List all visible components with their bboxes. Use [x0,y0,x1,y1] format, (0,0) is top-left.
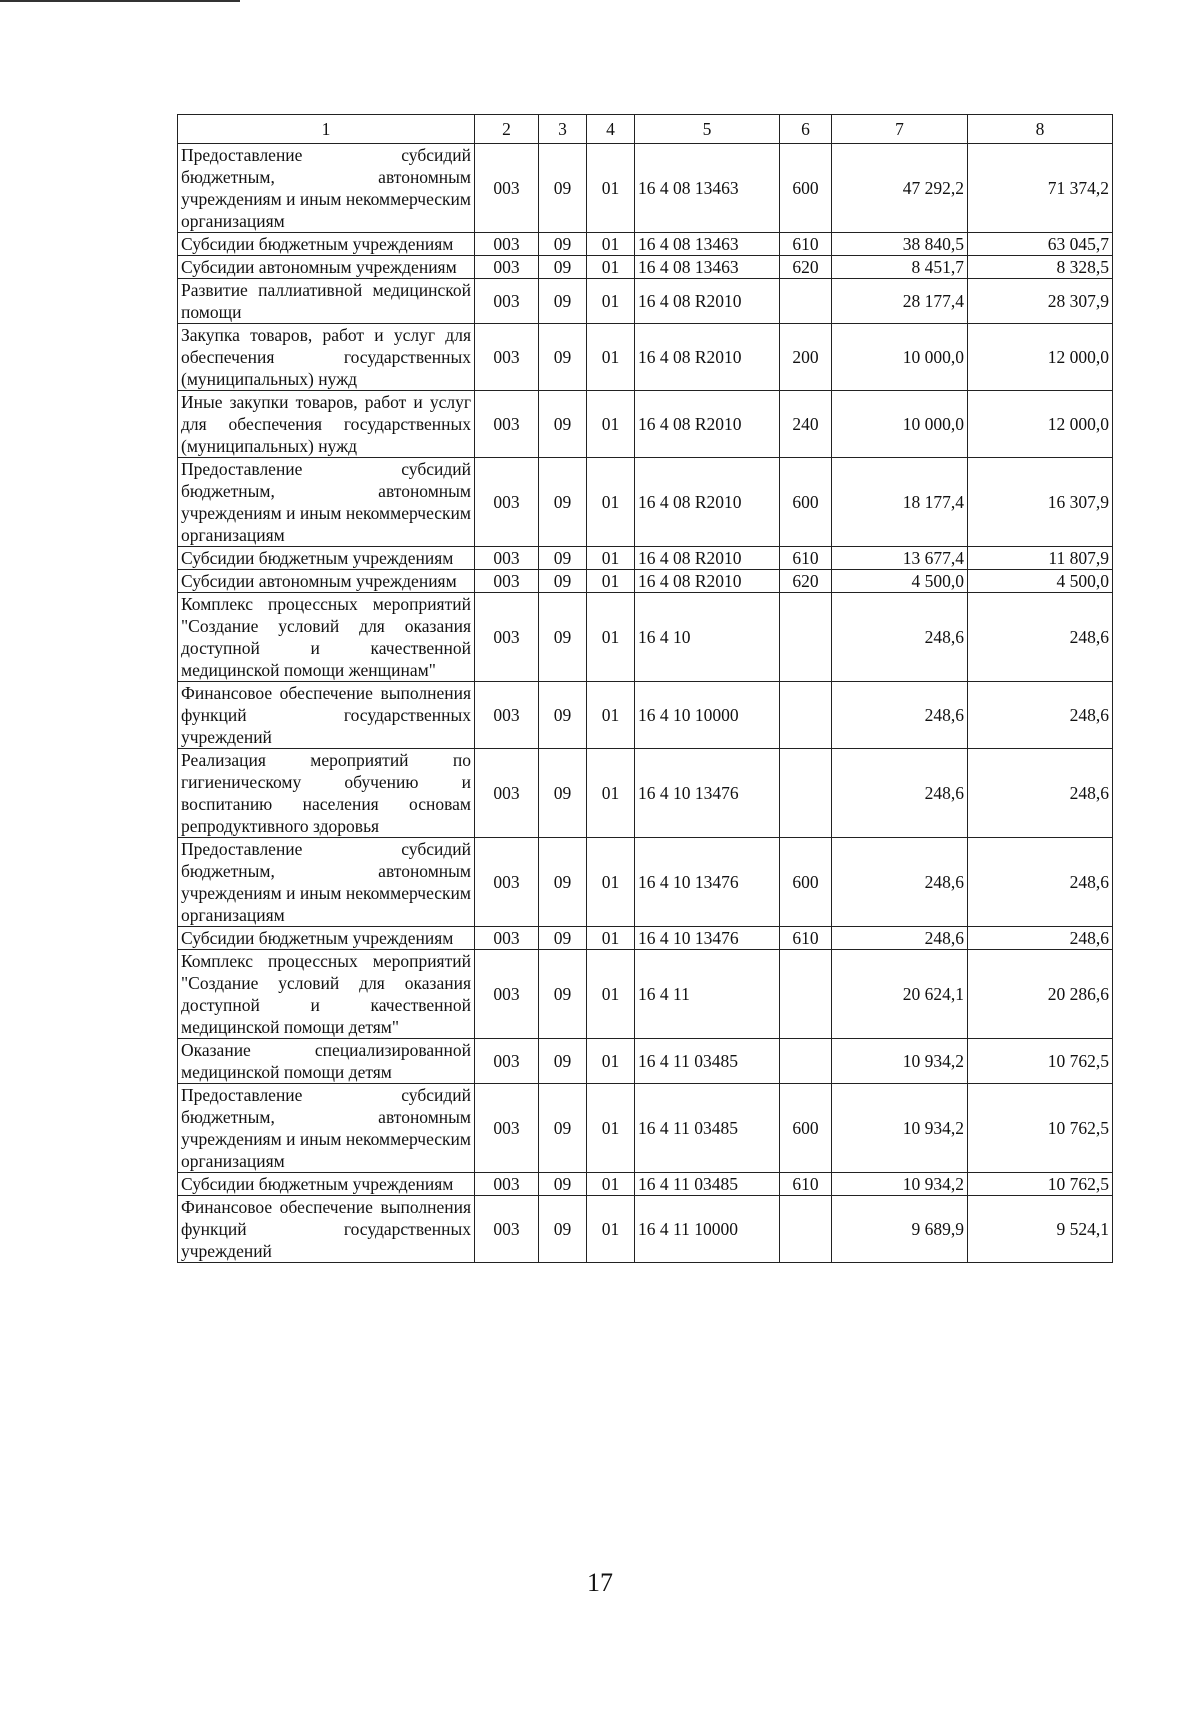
ministry-code-cell: 003 [475,391,539,458]
section-code-cell: 09 [539,1196,587,1263]
expense-type-code-cell: 620 [780,570,832,593]
row-name-cell: Комплекс процессных мероприятий "Создание условий для оказания доступной и качественной медицинской помощи женщинам" [178,593,475,682]
row-name-cell: Предоставление субсидий бюджетным, автономным учреждениям и иным некоммерческим организациям [178,838,475,927]
table-row [178,324,1113,391]
section-code-cell: 09 [539,749,587,838]
subsection-code-cell: 01 [587,144,635,233]
amount-year1-cell: 18 177,4 [832,458,968,547]
section-code-cell: 09 [539,927,587,950]
row-name-cell: Финансовое обеспечение выполнения функций государственных учреждений [178,1196,475,1263]
amount-year1-cell: 20 624,1 [832,950,968,1039]
budget-table [177,114,1113,1263]
expense-type-code-cell: 610 [780,927,832,950]
row-name-cell: Субсидии бюджетным учреждениям [178,1173,475,1196]
row-name-cell: Субсидии автономным учреждениям [178,256,475,279]
expense-type-code-cell [780,279,832,324]
ministry-code-cell: 003 [475,1196,539,1263]
table-row [178,279,1113,324]
amount-year1-cell: 10 000,0 [832,391,968,458]
table-row [178,1039,1113,1084]
expense-type-code-cell: 240 [780,391,832,458]
amount-year2-cell: 71 374,2 [968,144,1113,233]
target-item-code-cell: 16 4 08 R2010 [635,458,780,547]
subsection-code-cell: 01 [587,1196,635,1263]
ministry-code-cell: 003 [475,547,539,570]
section-code-cell: 09 [539,391,587,458]
subsection-code-cell: 01 [587,256,635,279]
expense-type-code-cell [780,682,832,749]
ministry-code-cell: 003 [475,256,539,279]
target-item-code-cell: 16 4 10 13476 [635,838,780,927]
table-row [178,1196,1113,1263]
section-code-cell: 09 [539,682,587,749]
amount-year1-cell: 13 677,4 [832,547,968,570]
expense-type-code-cell: 600 [780,838,832,927]
section-code-cell: 09 [539,324,587,391]
amount-year2-cell: 248,6 [968,927,1113,950]
amount-year2-cell: 10 762,5 [968,1173,1113,1196]
target-item-code-cell: 16 4 11 03485 [635,1084,780,1173]
row-name-cell: Иные закупки товаров, работ и услуг для обеспечения государственных (муниципальных) нужд [178,391,475,458]
ministry-code-cell: 003 [475,950,539,1039]
table-body [178,144,1113,1263]
section-code-cell: 09 [539,256,587,279]
ministry-code-cell: 003 [475,1084,539,1173]
row-name-cell: Оказание специализированной медицинской помощи детям [178,1039,475,1084]
amount-year2-cell: 28 307,9 [968,279,1113,324]
subsection-code-cell: 01 [587,570,635,593]
table-row [178,570,1113,593]
target-item-code-cell: 16 4 08 R2010 [635,279,780,324]
table-row [178,391,1113,458]
section-code-cell: 09 [539,950,587,1039]
subsection-code-cell: 01 [587,682,635,749]
target-item-code-cell: 16 4 11 03485 [635,1039,780,1084]
ministry-code-cell: 003 [475,324,539,391]
column-header: 3 [539,115,587,144]
amount-year1-cell: 10 000,0 [832,324,968,391]
table-row [178,838,1113,927]
row-name-cell: Реализация мероприятий по гигиеническому обучению и воспитанию населения основам репродуктивного здоровья [178,749,475,838]
target-item-code-cell: 16 4 08 R2010 [635,570,780,593]
amount-year1-cell: 10 934,2 [832,1084,968,1173]
expense-type-code-cell [780,950,832,1039]
amount-year2-cell: 12 000,0 [968,324,1113,391]
section-code-cell: 09 [539,1173,587,1196]
row-name-cell: Комплекс процессных мероприятий "Создание условий для оказания доступной и качественной медицинской помощи детям" [178,950,475,1039]
amount-year2-cell: 9 524,1 [968,1196,1113,1263]
amount-year2-cell: 20 286,6 [968,950,1113,1039]
subsection-code-cell: 01 [587,547,635,570]
subsection-code-cell: 01 [587,927,635,950]
target-item-code-cell: 16 4 08 13463 [635,144,780,233]
section-code-cell: 09 [539,144,587,233]
expense-type-code-cell [780,749,832,838]
expense-type-code-cell: 200 [780,324,832,391]
amount-year2-cell: 8 328,5 [968,256,1113,279]
row-name-cell: Субсидии автономным учреждениям [178,570,475,593]
amount-year1-cell: 248,6 [832,749,968,838]
subsection-code-cell: 01 [587,279,635,324]
target-item-code-cell: 16 4 08 R2010 [635,391,780,458]
amount-year1-cell: 38 840,5 [832,233,968,256]
table-row [178,1173,1113,1196]
amount-year1-cell: 248,6 [832,682,968,749]
ministry-code-cell: 003 [475,749,539,838]
target-item-code-cell: 16 4 10 10000 [635,682,780,749]
ministry-code-cell: 003 [475,570,539,593]
section-code-cell: 09 [539,279,587,324]
expense-type-code-cell: 610 [780,547,832,570]
subsection-code-cell: 01 [587,1039,635,1084]
subsection-code-cell: 01 [587,391,635,458]
target-item-code-cell: 16 4 11 10000 [635,1196,780,1263]
column-header: 1 [178,115,475,144]
expense-type-code-cell [780,1196,832,1263]
row-name-cell: Закупка товаров, работ и услуг для обеспечения государственных (муниципальных) нужд [178,324,475,391]
section-code-cell: 09 [539,838,587,927]
amount-year2-cell: 11 807,9 [968,547,1113,570]
subsection-code-cell: 01 [587,950,635,1039]
column-header: 4 [587,115,635,144]
subsection-code-cell: 01 [587,838,635,927]
amount-year1-cell: 4 500,0 [832,570,968,593]
amount-year2-cell: 12 000,0 [968,391,1113,458]
target-item-code-cell: 16 4 08 R2010 [635,547,780,570]
ministry-code-cell: 003 [475,1173,539,1196]
ministry-code-cell: 003 [475,458,539,547]
subsection-code-cell: 01 [587,324,635,391]
ministry-code-cell: 003 [475,144,539,233]
table-row [178,950,1113,1039]
row-name-cell: Субсидии бюджетным учреждениям [178,233,475,256]
target-item-code-cell: 16 4 11 03485 [635,1173,780,1196]
amount-year2-cell: 63 045,7 [968,233,1113,256]
amount-year1-cell: 248,6 [832,593,968,682]
amount-year2-cell: 248,6 [968,838,1113,927]
subsection-code-cell: 01 [587,749,635,838]
amount-year1-cell: 47 292,2 [832,144,968,233]
expense-type-code-cell: 600 [780,1084,832,1173]
column-header: 6 [780,115,832,144]
target-item-code-cell: 16 4 08 13463 [635,233,780,256]
section-code-cell: 09 [539,593,587,682]
amount-year1-cell: 248,6 [832,838,968,927]
amount-year1-cell: 9 689,9 [832,1196,968,1263]
section-code-cell: 09 [539,570,587,593]
target-item-code-cell: 16 4 10 13476 [635,927,780,950]
target-item-code-cell: 16 4 08 13463 [635,256,780,279]
section-code-cell: 09 [539,547,587,570]
amount-year1-cell: 28 177,4 [832,279,968,324]
amount-year1-cell: 8 451,7 [832,256,968,279]
amount-year2-cell: 10 762,5 [968,1039,1113,1084]
table-row [178,927,1113,950]
ministry-code-cell: 003 [475,279,539,324]
subsection-code-cell: 01 [587,593,635,682]
amount-year2-cell: 248,6 [968,682,1113,749]
table-header-row [178,115,1113,144]
subsection-code-cell: 01 [587,1084,635,1173]
ministry-code-cell: 003 [475,1039,539,1084]
ministry-code-cell: 003 [475,838,539,927]
scan-top-rule [0,0,240,2]
column-header: 7 [832,115,968,144]
expense-type-code-cell: 610 [780,233,832,256]
column-header: 8 [968,115,1113,144]
target-item-code-cell: 16 4 10 [635,593,780,682]
table-row [178,256,1113,279]
section-code-cell: 09 [539,233,587,256]
subsection-code-cell: 01 [587,458,635,547]
column-header: 5 [635,115,780,144]
target-item-code-cell: 16 4 11 [635,950,780,1039]
amount-year2-cell: 16 307,9 [968,458,1113,547]
expense-type-code-cell: 620 [780,256,832,279]
section-code-cell: 09 [539,1084,587,1173]
row-name-cell: Предоставление субсидий бюджетным, автономным учреждениям и иным некоммерческим организациям [178,458,475,547]
column-header: 2 [475,115,539,144]
amount-year2-cell: 4 500,0 [968,570,1113,593]
expense-type-code-cell: 610 [780,1173,832,1196]
table-row [178,458,1113,547]
row-name-cell: Финансовое обеспечение выполнения функций государственных учреждений [178,682,475,749]
page-number: 17 [587,1568,613,1597]
expense-type-code-cell: 600 [780,144,832,233]
ministry-code-cell: 003 [475,593,539,682]
table-row [178,1084,1113,1173]
subsection-code-cell: 01 [587,1173,635,1196]
expense-type-code-cell [780,1039,832,1084]
table-row [178,593,1113,682]
section-code-cell: 09 [539,1039,587,1084]
target-item-code-cell: 16 4 08 R2010 [635,324,780,391]
target-item-code-cell: 16 4 10 13476 [635,749,780,838]
amount-year1-cell: 248,6 [832,927,968,950]
ministry-code-cell: 003 [475,682,539,749]
amount-year2-cell: 10 762,5 [968,1084,1113,1173]
amount-year1-cell: 10 934,2 [832,1039,968,1084]
row-name-cell: Предоставление субсидий бюджетным, автономным учреждениям и иным некоммерческим организациям [178,1084,475,1173]
ministry-code-cell: 003 [475,927,539,950]
expense-type-code-cell: 600 [780,458,832,547]
ministry-code-cell: 003 [475,233,539,256]
amount-year2-cell: 248,6 [968,593,1113,682]
subsection-code-cell: 01 [587,233,635,256]
expense-type-code-cell [780,593,832,682]
row-name-cell: Развитие паллиативной медицинской помощи [178,279,475,324]
row-name-cell: Субсидии бюджетным учреждениям [178,927,475,950]
table-row [178,233,1113,256]
row-name-cell: Субсидии бюджетным учреждениям [178,547,475,570]
table-row [178,144,1113,233]
section-code-cell: 09 [539,458,587,547]
amount-year2-cell: 248,6 [968,749,1113,838]
table-row [178,547,1113,570]
table-row [178,682,1113,749]
amount-year1-cell: 10 934,2 [832,1173,968,1196]
row-name-cell: Предоставление субсидий бюджетным, автономным учреждениям и иным некоммерческим организациям [178,144,475,233]
table-row [178,749,1113,838]
